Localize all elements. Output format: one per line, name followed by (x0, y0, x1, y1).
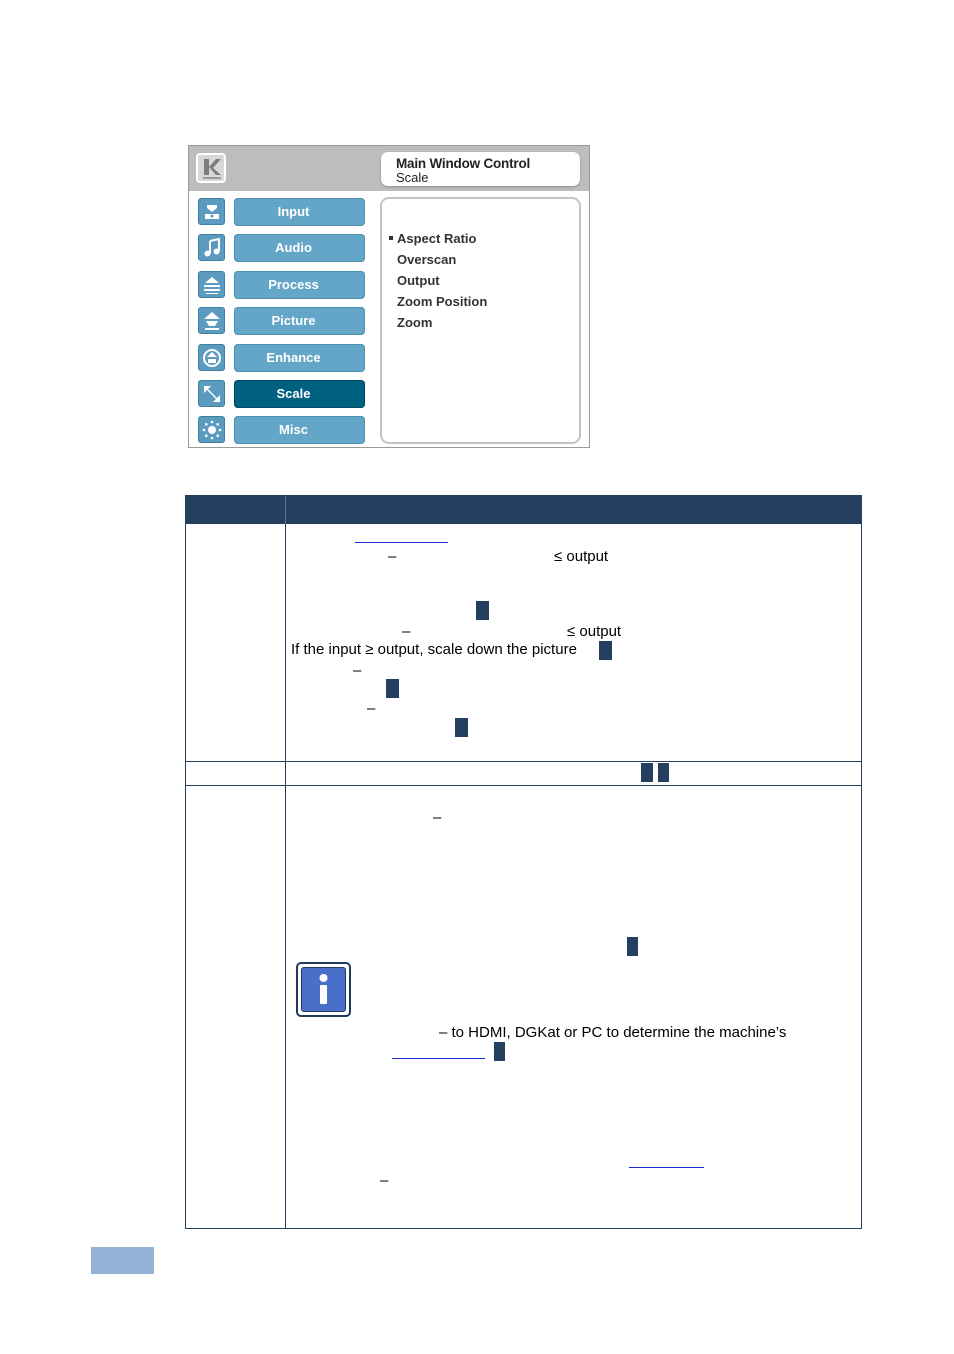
osd-header (189, 146, 589, 191)
input-icon[interactable] (198, 198, 225, 225)
scale-icon[interactable] (198, 380, 225, 407)
dash: – (433, 809, 442, 826)
option-aspect-ratio[interactable] (397, 231, 476, 246)
table-header (186, 496, 861, 524)
marker-box (641, 763, 653, 782)
marker-box (627, 937, 638, 956)
marker-box (494, 1042, 505, 1061)
nav-button-process[interactable]: Process (234, 271, 365, 299)
option-label: Zoom Position (397, 294, 488, 309)
marker-box (658, 763, 669, 782)
music-note-icon[interactable] (198, 234, 225, 261)
window-subtitle: Scale (396, 170, 429, 185)
dash: – (353, 662, 362, 679)
process-icon[interactable] (198, 271, 225, 298)
nav-button-input[interactable]: Input (234, 198, 365, 226)
link-underline[interactable] (392, 1058, 485, 1059)
picture-icon[interactable] (198, 307, 225, 334)
le-output-text: ≤ output (554, 548, 609, 565)
nav-button-audio[interactable]: Audio (234, 234, 365, 262)
osd-menu (188, 145, 590, 448)
window-title-box (381, 152, 580, 186)
scale-down-text: If the input ≥ output, scale down the picture (291, 641, 577, 658)
link-underline[interactable] (629, 1167, 704, 1168)
dash: – (367, 700, 376, 717)
dash: – (388, 548, 397, 565)
option-output[interactable] (397, 273, 440, 288)
marker-box (386, 679, 399, 698)
marker-box (599, 641, 612, 660)
option-label: Overscan (397, 252, 457, 267)
hdmi-note-text: – to HDMI, DGKat or PC to determine the machine’s (439, 1024, 787, 1041)
page-number-tab (91, 1247, 154, 1274)
options-panel (380, 197, 581, 444)
column-divider (285, 496, 286, 1228)
enhance-icon[interactable] (198, 344, 225, 371)
nav-button-scale[interactable]: Scale (234, 380, 365, 408)
option-label: Zoom (397, 315, 433, 330)
row-divider (186, 785, 861, 786)
info-icon (296, 962, 351, 1017)
dash: – (380, 1172, 389, 1189)
kramer-logo-icon (196, 153, 226, 183)
row-divider (186, 761, 861, 762)
link-underline[interactable] (355, 542, 448, 543)
option-overscan[interactable] (397, 252, 456, 267)
option-label: Output (397, 273, 440, 288)
selected-marker (389, 236, 393, 240)
option-label: Aspect Ratio (397, 231, 477, 246)
option-zoom[interactable] (397, 315, 432, 330)
header-divider (285, 496, 286, 524)
marker-box (455, 718, 468, 737)
marker-box (476, 601, 489, 620)
nav-button-misc[interactable]: Misc (234, 416, 365, 444)
misc-icon[interactable] (198, 416, 225, 443)
nav-button-picture[interactable]: Picture (234, 307, 365, 335)
option-zoom-position[interactable] (397, 294, 487, 309)
window-title: Main Window Control (396, 156, 531, 171)
settings-table (185, 495, 862, 1229)
le-output-text: ≤ output (567, 623, 622, 640)
nav-button-enhance[interactable]: Enhance (234, 344, 365, 372)
dash: – (402, 623, 411, 640)
